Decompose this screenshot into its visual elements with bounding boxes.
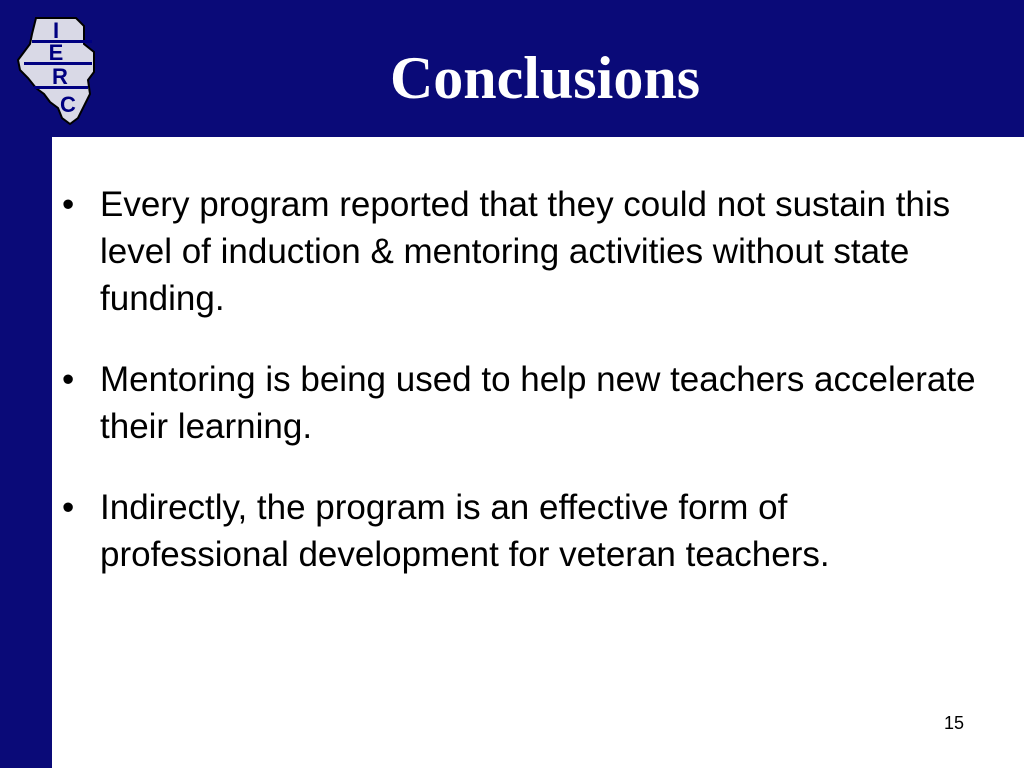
- bullet-item-1: [52, 181, 982, 322]
- bullet-text-1: Every program reported that they could not sustain this level of induction & mentoring activities without state funding.: [100, 185, 951, 318]
- bullet-item-3: [52, 484, 982, 578]
- bullet-marker: •: [62, 360, 75, 399]
- bullet-list: [52, 181, 982, 612]
- slide-title: Conclusions: [389, 45, 701, 111]
- bullet-text-2: Mentoring is being used to help new teachers accelerate their learning.: [100, 360, 976, 446]
- bullet-marker: •: [62, 185, 75, 224]
- bullet-item-2: [52, 356, 982, 450]
- logo-letter-r: R: [52, 64, 68, 89]
- logo-letter-e: E: [48, 40, 64, 65]
- slide-header: [0, 0, 1024, 137]
- bullet-marker: •: [62, 488, 75, 527]
- ierc-logo: [14, 14, 98, 126]
- slide-content: [52, 137, 1024, 768]
- bullet-text-3: Indirectly, the program is an effective form of professional development for veteran teachers.: [100, 488, 830, 574]
- logo-letter-c: C: [60, 92, 76, 117]
- logo-letter-i: I: [52, 18, 60, 43]
- page-number: 15: [943, 713, 964, 733]
